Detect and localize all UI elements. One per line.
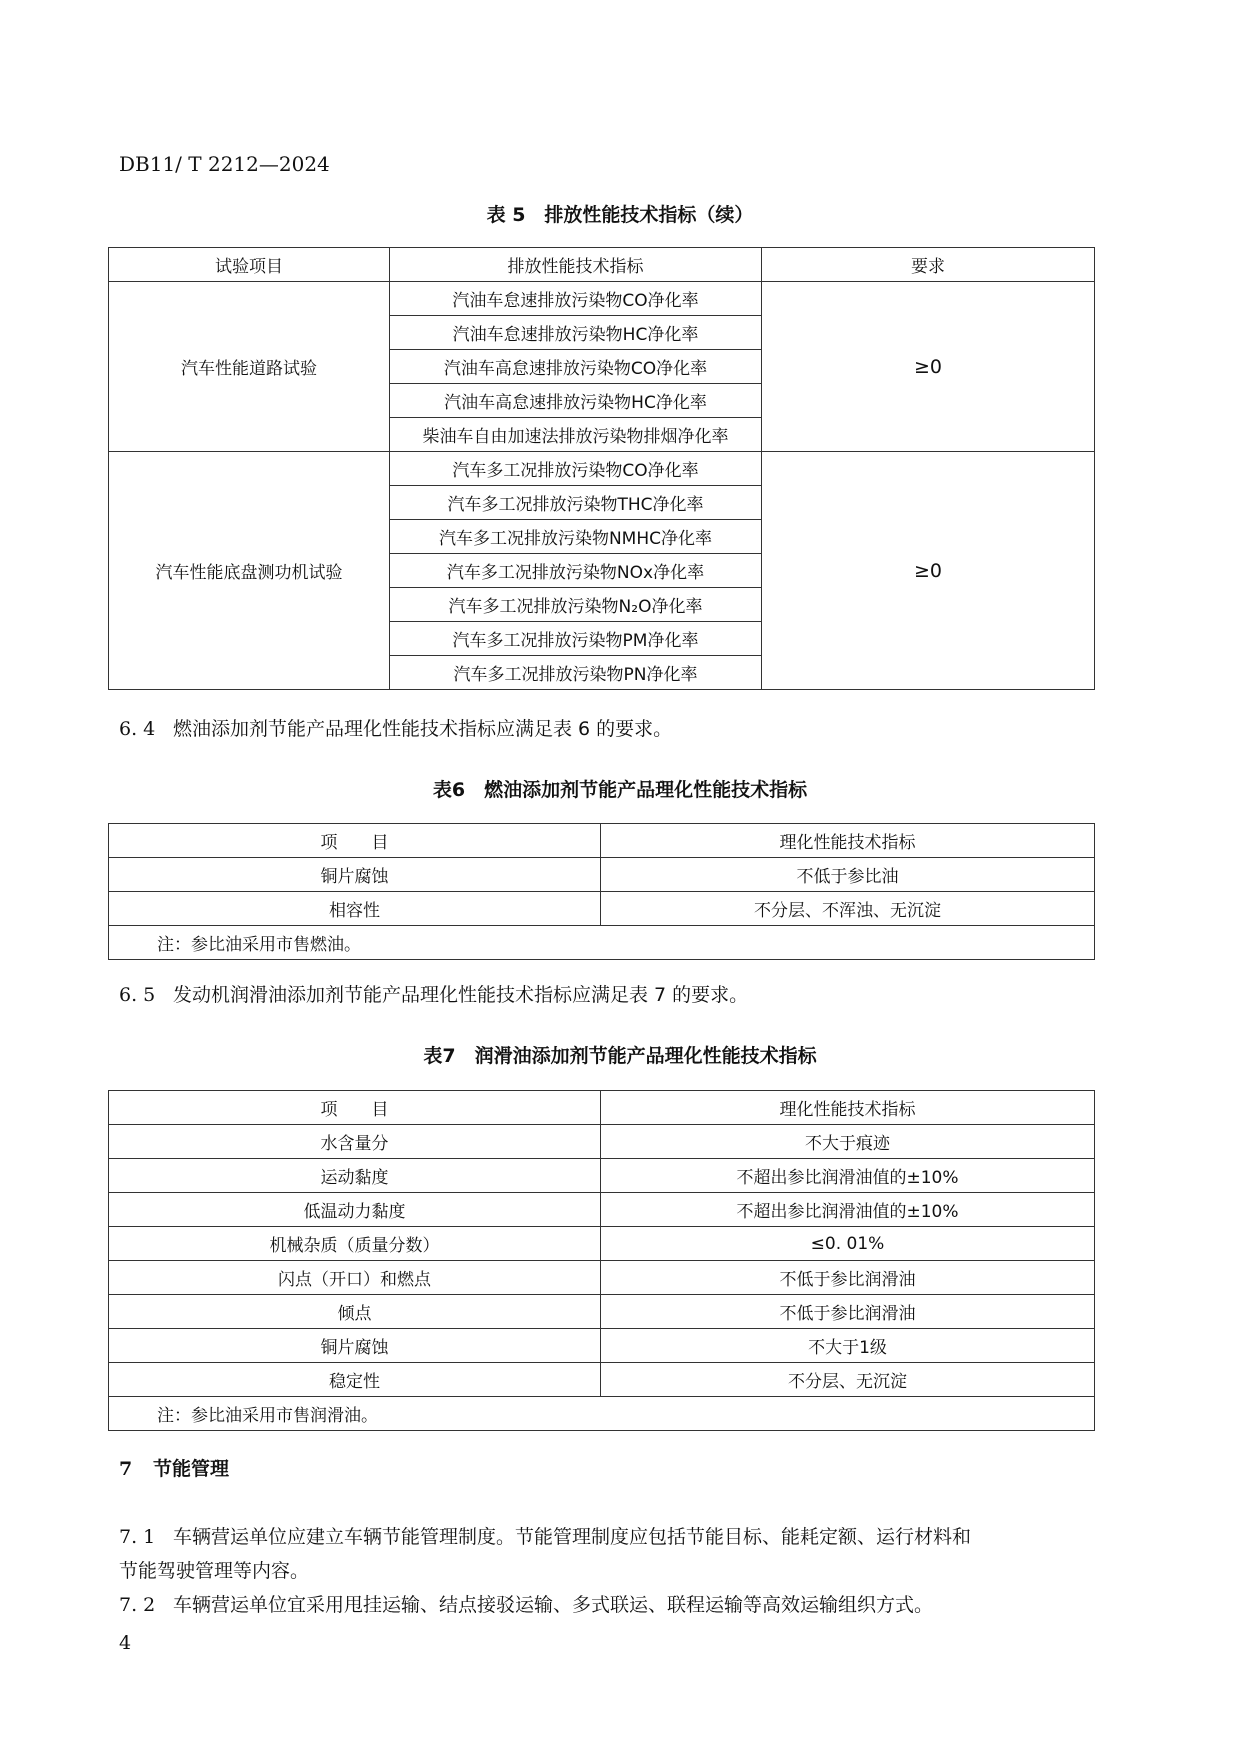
table5 [108, 247, 1095, 690]
clause-number: 6. 5 [119, 984, 156, 1006]
indicator-cell: 汽油车怠速排放污染物CO净化率 [390, 282, 762, 316]
item-cell: 稳定性 [109, 1363, 601, 1397]
section-7-heading [119, 1452, 229, 1486]
item-cell: 水含量分 [109, 1125, 601, 1159]
section-number: 7 [119, 1458, 133, 1480]
value-cell: 不分层、不浑浊、无沉淀 [601, 892, 1095, 926]
clause-number: 6. 4 [119, 718, 156, 740]
item-cell: 机械杂质（质量分数） [109, 1227, 601, 1261]
indicator-cell: 汽车多工况排放污染物N₂O净化率 [390, 588, 762, 622]
table5-header-cell: 要求 [762, 248, 1095, 282]
item-cell: 低温动力黏度 [109, 1193, 601, 1227]
value-cell: 不低于参比润滑油 [601, 1261, 1095, 1295]
table7-header-row [109, 1091, 1095, 1125]
test-item-cell: 汽车性能道路试验 [109, 282, 390, 452]
indicator-cell: 汽车多工况排放污染物THC净化率 [390, 486, 762, 520]
clause-6-4 [119, 712, 672, 746]
page-number: 4 [119, 1632, 132, 1654]
table-row [109, 1329, 1095, 1363]
table-row [109, 892, 1095, 926]
table5-header-row [109, 248, 1095, 282]
indicator-cell: 汽车多工况排放污染物PN净化率 [390, 656, 762, 690]
table6 [108, 823, 1095, 960]
table-row [109, 1227, 1095, 1261]
value-cell: 不超出参比润滑油值的±10% [601, 1193, 1095, 1227]
item-cell: 相容性 [109, 892, 601, 926]
table-row [109, 1125, 1095, 1159]
value-cell: 不大于1级 [601, 1329, 1095, 1363]
table6-header-cell: 理化性能技术指标 [601, 824, 1095, 858]
value-cell: 不低于参比油 [601, 858, 1095, 892]
table7-header-cell: 项 目 [109, 1091, 601, 1125]
value-cell: 不大于痕迹 [601, 1125, 1095, 1159]
table5-caption: 表 5 排放性能技术指标（续） [486, 204, 754, 226]
indicator-cell: 柴油车自由加速法排放污染物排烟净化率 [390, 418, 762, 452]
table-note-row [109, 926, 1095, 960]
table-row [109, 858, 1095, 892]
table-row [109, 282, 1095, 316]
table6-header-cell: 项 目 [109, 824, 601, 858]
item-cell: 铜片腐蚀 [109, 1329, 601, 1363]
item-cell: 运动黏度 [109, 1159, 601, 1193]
item-cell: 铜片腐蚀 [109, 858, 601, 892]
indicator-cell: 汽油车怠速排放污染物HC净化率 [390, 316, 762, 350]
table7-header-cell: 理化性能技术指标 [601, 1091, 1095, 1125]
indicator-cell: 汽车多工况排放污染物CO净化率 [390, 452, 762, 486]
value-cell: 不低于参比润滑油 [601, 1295, 1095, 1329]
table-row [109, 1295, 1095, 1329]
clause-7-1 [119, 1520, 1129, 1588]
table7-note: 注：参比油采用市售润滑油。 [109, 1397, 1095, 1431]
table-note-row [109, 1397, 1095, 1431]
clause-text: 车辆营运单位应建立车辆节能管理制度。节能管理制度应包括节能目标、能耗定额、运行材料和 [173, 1526, 972, 1548]
document-code: DB11/ T 2212—2024 [119, 152, 330, 176]
table-row [109, 1261, 1095, 1295]
value-cell: 不超出参比润滑油值的±10% [601, 1159, 1095, 1193]
clause-number: 7. 1 [119, 1526, 156, 1548]
clause-number: 7. 2 [119, 1594, 156, 1616]
table7 [108, 1090, 1095, 1431]
table5-header-cell: 试验项目 [109, 248, 390, 282]
requirement-cell: ≥0 [762, 282, 1095, 452]
clause-text: 燃油添加剂节能产品理化性能技术指标应满足表 6 的要求。 [173, 718, 673, 740]
indicator-cell: 汽车多工况排放污染物NOx净化率 [390, 554, 762, 588]
table-row [109, 1193, 1095, 1227]
clause-text: 车辆营运单位宜采用甩挂运输、结点接驳运输、多式联运、联程运输等高效运输组织方式。 [173, 1594, 934, 1616]
clause-text-continued: 节能驾驶管理等内容。 [119, 1560, 310, 1582]
table6-caption: 表6 燃油添加剂节能产品理化性能技术指标 [432, 779, 808, 801]
table-row [109, 1363, 1095, 1397]
value-cell: 不分层、无沉淀 [601, 1363, 1095, 1397]
item-cell: 闪点（开口）和燃点 [109, 1261, 601, 1295]
table6-header-row [109, 824, 1095, 858]
clause-6-5 [119, 978, 748, 1012]
item-cell: 倾点 [109, 1295, 601, 1329]
section-title: 节能管理 [153, 1458, 230, 1480]
table6-note: 注：参比油采用市售燃油。 [109, 926, 1095, 960]
clause-7-2 [119, 1588, 933, 1622]
indicator-cell: 汽车多工况排放污染物NMHC净化率 [390, 520, 762, 554]
value-cell: ≤0. 01% [601, 1227, 1095, 1261]
table5-header-cell: 排放性能技术指标 [390, 248, 762, 282]
test-item-cell: 汽车性能底盘测功机试验 [109, 452, 390, 690]
table-row [109, 452, 1095, 486]
indicator-cell: 汽油车高怠速排放污染物CO净化率 [390, 350, 762, 384]
clause-text: 发动机润滑油添加剂节能产品理化性能技术指标应满足表 7 的要求。 [173, 984, 749, 1006]
table7-caption: 表7 润滑油添加剂节能产品理化性能技术指标 [423, 1045, 817, 1067]
requirement-cell: ≥0 [762, 452, 1095, 690]
table-row [109, 1159, 1095, 1193]
indicator-cell: 汽油车高怠速排放污染物HC净化率 [390, 384, 762, 418]
indicator-cell: 汽车多工况排放污染物PM净化率 [390, 622, 762, 656]
